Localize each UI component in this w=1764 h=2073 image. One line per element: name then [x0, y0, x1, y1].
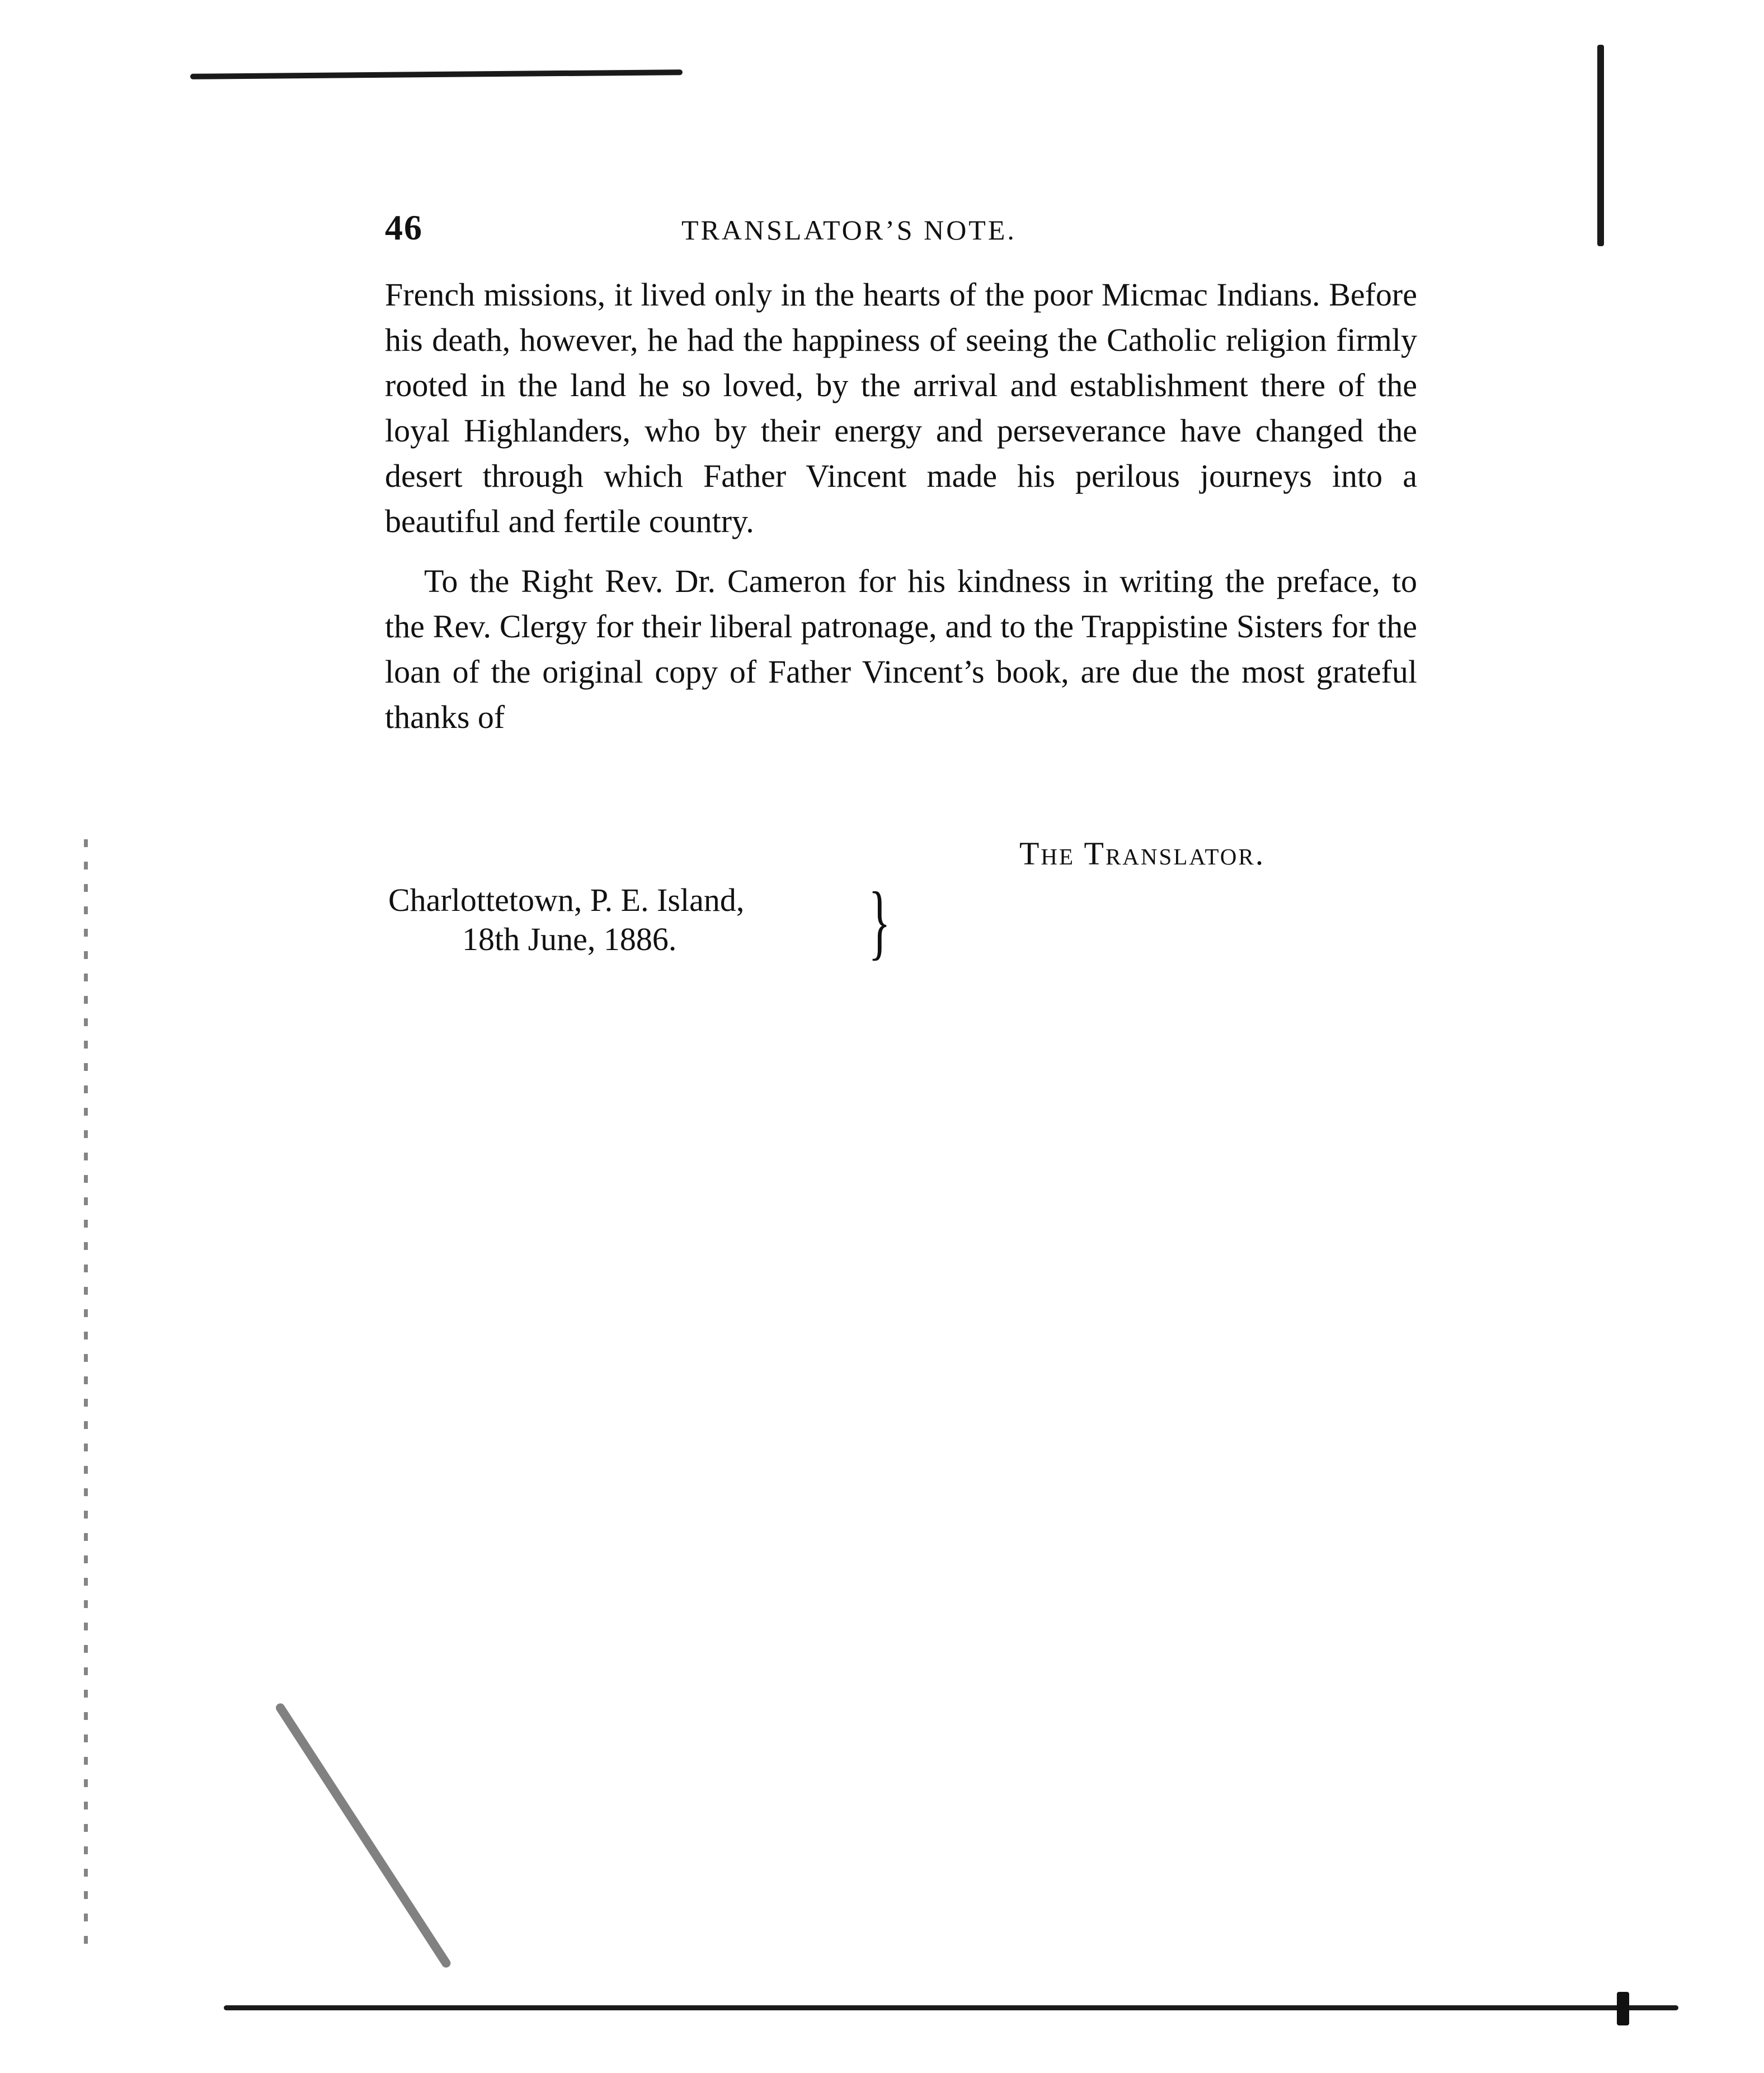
date-line: 18th June, 1886.	[462, 921, 677, 957]
signature: The Translator.	[1019, 835, 1266, 872]
place-line: Charlottetown, P. E. Island,	[388, 882, 745, 918]
body-text	[385, 272, 1417, 740]
running-header-title: TRANSLATOR’S NOTE.	[681, 214, 1017, 246]
brace-glyph: }	[868, 875, 891, 968]
paragraph: French missions, it lived only in the hearts of the poor Micmac Indians. Before his death, however, he had the happiness of seeing the Catholic religion firmly rooted in the land he so loved, by the arrival and establishment there of the loyal Highlanders, who by their energy and perseverance have changed the desert through which Father Vincent made his perilous journeys into a beautiful and fertile country.	[385, 276, 1417, 539]
place-date-block	[388, 875, 892, 968]
page-number: 46	[385, 208, 423, 247]
scan-artifact-top-rule	[190, 69, 683, 79]
scan-artifact-left-edge	[84, 839, 88, 1958]
scan-artifact-bottom-rule	[224, 2005, 1678, 2010]
running-header	[385, 207, 1426, 252]
paragraph: To the Right Rev. Dr. Cameron for his kindness in writing the preface, to the Rev. Clergy for their liberal patronage, and to the Trappistine Sisters for the loan of the original copy of Father Vincent’s book, are due the most grateful thanks of	[385, 563, 1417, 735]
scan-artifact-blot	[1617, 1992, 1629, 2025]
scan-artifact-smudge	[274, 1701, 452, 1969]
scan-artifact-right-edge	[1597, 45, 1604, 246]
